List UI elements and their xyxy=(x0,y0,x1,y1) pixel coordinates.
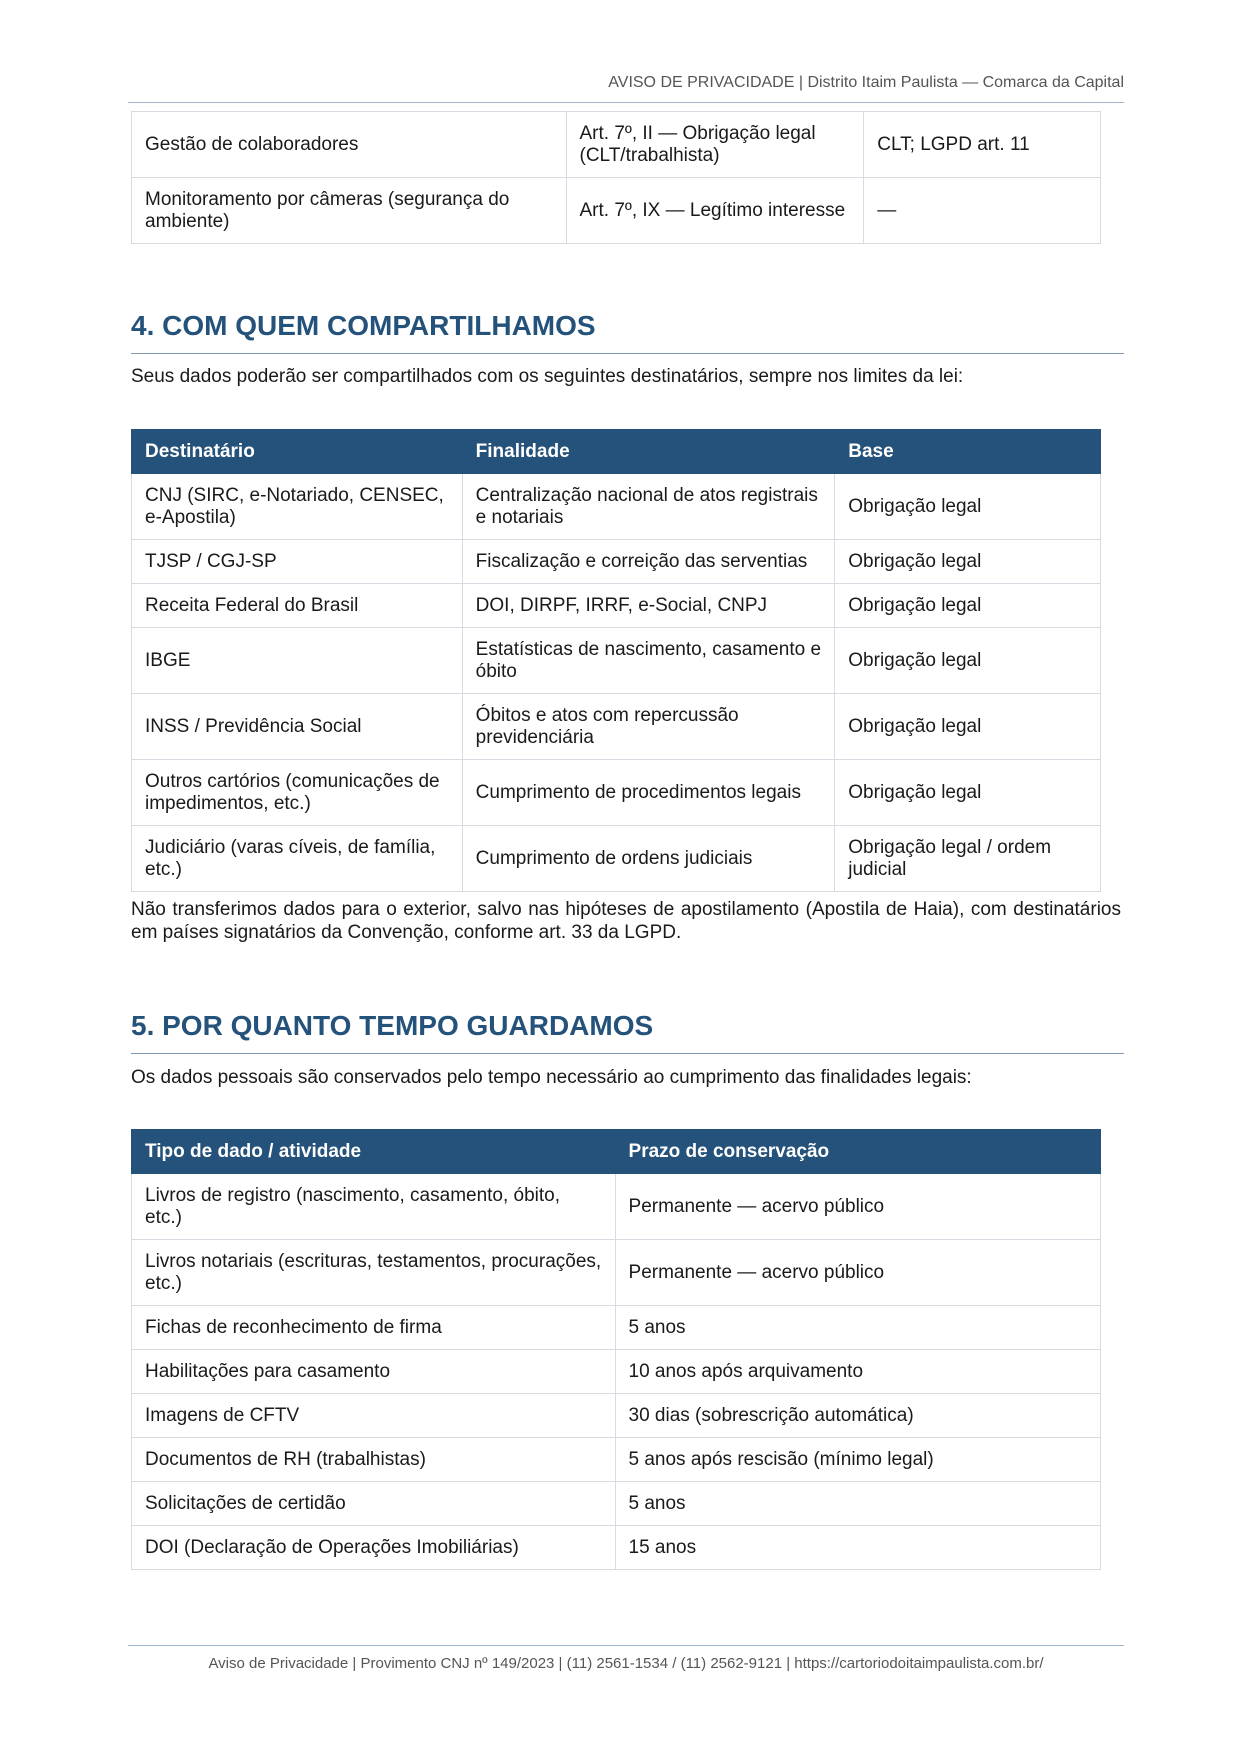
table-cell: Obrigação legal xyxy=(835,628,1101,694)
table-row xyxy=(132,826,1101,892)
page-footer xyxy=(128,1645,1124,1672)
table-cell: Cumprimento de procedimentos legais xyxy=(462,760,835,826)
section-4-title: 4. COM QUEM COMPARTILHAMOS xyxy=(131,309,1124,354)
table-header-row xyxy=(132,430,1101,474)
column-header: Tipo de dado / atividade xyxy=(132,1130,616,1174)
table-row xyxy=(132,1482,1101,1526)
table-row xyxy=(132,1240,1101,1306)
table-cell: Permanente — acervo público xyxy=(615,1174,1100,1240)
table-cell: 10 anos após arquivamento xyxy=(615,1350,1100,1394)
column-header: Base xyxy=(835,430,1101,474)
table-cell: DOI (Declaração de Operações Imobiliárias) xyxy=(132,1526,616,1570)
table-cell: Solicitações de certidão xyxy=(132,1482,616,1526)
section-5-title: 5. POR QUANTO TEMPO GUARDAMOS xyxy=(131,1009,1124,1054)
table-cell: Estatísticas de nascimento, casamento e óbito xyxy=(462,628,835,694)
table-row xyxy=(132,474,1101,540)
table-row xyxy=(132,1306,1101,1350)
table-cell: Art. 7º, IX — Legítimo interesse xyxy=(566,178,864,244)
table-cell: DOI, DIRPF, IRRF, e-Social, CNPJ xyxy=(462,584,835,628)
table-cell: 5 anos após rescisão (mínimo legal) xyxy=(615,1438,1100,1482)
table-cell: Judiciário (varas cíveis, de família, etc.) xyxy=(132,826,463,892)
retention-table xyxy=(131,1129,1101,1570)
table-cell: Obrigação legal xyxy=(835,760,1101,826)
table-row xyxy=(132,178,1101,244)
table-cell: Obrigação legal xyxy=(835,584,1101,628)
table-cell: Permanente — acervo público xyxy=(615,1240,1100,1306)
table-cell: Outros cartórios (comunicações de impedimentos, etc.) xyxy=(132,760,463,826)
section-5-intro: Os dados pessoais são conservados pelo tempo necessário ao cumprimento das finalidades legais: xyxy=(131,1067,972,1088)
table-cell: CLT; LGPD art. 11 xyxy=(864,112,1101,178)
table-cell: Livros notariais (escrituras, testamentos, procurações, etc.) xyxy=(132,1240,616,1306)
table-cell: Gestão de colaboradores xyxy=(132,112,567,178)
table-row xyxy=(132,694,1101,760)
table-row xyxy=(132,1394,1101,1438)
table-row xyxy=(132,1350,1101,1394)
table-cell: Livros de registro (nascimento, casamento, óbito, etc.) xyxy=(132,1174,616,1240)
page-header-text: AVISO DE PRIVACIDADE | Distrito Itaim Paulista — Comarca da Capital xyxy=(608,74,1124,91)
table-row xyxy=(132,540,1101,584)
table-row xyxy=(132,1526,1101,1570)
column-header: Destinatário xyxy=(132,430,463,474)
table-cell: Art. 7º, II — Obrigação legal (CLT/trabalhista) xyxy=(566,112,864,178)
table-cell: Obrigação legal xyxy=(835,474,1101,540)
table-cell: INSS / Previdência Social xyxy=(132,694,463,760)
table-header-row xyxy=(132,1130,1101,1174)
table-row xyxy=(132,1438,1101,1482)
table-cell: 5 anos xyxy=(615,1482,1100,1526)
table-row xyxy=(132,112,1101,178)
table-cell: Óbitos e atos com repercussão previdenciária xyxy=(462,694,835,760)
page-footer-text: Aviso de Privacidade | Provimento CNJ nº 149/2023 | (11) 2561-1534 / (11) 2562-9121 | https://cartoriodoitaimpaulista.com.br/ xyxy=(208,1655,1044,1672)
sharing-table xyxy=(131,429,1101,892)
section-4-note: Não transferimos dados para o exterior, salvo nas hipóteses de apostilamento (Apostila de Haia), com destinatários em países signatários da Convenção, conforme art. 33 da LGPD. xyxy=(131,899,1121,943)
legal-basis-table-continued xyxy=(131,111,1101,244)
column-header: Finalidade xyxy=(462,430,835,474)
table-cell: — xyxy=(864,178,1101,244)
table-cell: CNJ (SIRC, e-Notariado, CENSEC, e-Apostila) xyxy=(132,474,463,540)
table-cell: Centralização nacional de atos registrais e notariais xyxy=(462,474,835,540)
section-4-intro: Seus dados poderão ser compartilhados com os seguintes destinatários, sempre nos limites da lei: xyxy=(131,366,964,387)
table-cell: Monitoramento por câmeras (segurança do ambiente) xyxy=(132,178,567,244)
table-cell: Receita Federal do Brasil xyxy=(132,584,463,628)
table-cell: Habilitações para casamento xyxy=(132,1350,616,1394)
column-header: Prazo de conservação xyxy=(615,1130,1100,1174)
table-cell: Cumprimento de ordens judiciais xyxy=(462,826,835,892)
table-cell: IBGE xyxy=(132,628,463,694)
table-cell: Obrigação legal xyxy=(835,694,1101,760)
table-row xyxy=(132,1174,1101,1240)
table-cell: Fichas de reconhecimento de firma xyxy=(132,1306,616,1350)
table-cell: Imagens de CFTV xyxy=(132,1394,616,1438)
table-cell: TJSP / CGJ-SP xyxy=(132,540,463,584)
table-cell: 30 dias (sobrescrição automática) xyxy=(615,1394,1100,1438)
table-cell: Obrigação legal / ordem judicial xyxy=(835,826,1101,892)
table-cell: 5 anos xyxy=(615,1306,1100,1350)
page-header xyxy=(128,72,1124,103)
table-row xyxy=(132,760,1101,826)
table-row xyxy=(132,628,1101,694)
table-cell: Obrigação legal xyxy=(835,540,1101,584)
table-row xyxy=(132,584,1101,628)
table-cell: Documentos de RH (trabalhistas) xyxy=(132,1438,616,1482)
table-cell: Fiscalização e correição das serventias xyxy=(462,540,835,584)
table-cell: 15 anos xyxy=(615,1526,1100,1570)
